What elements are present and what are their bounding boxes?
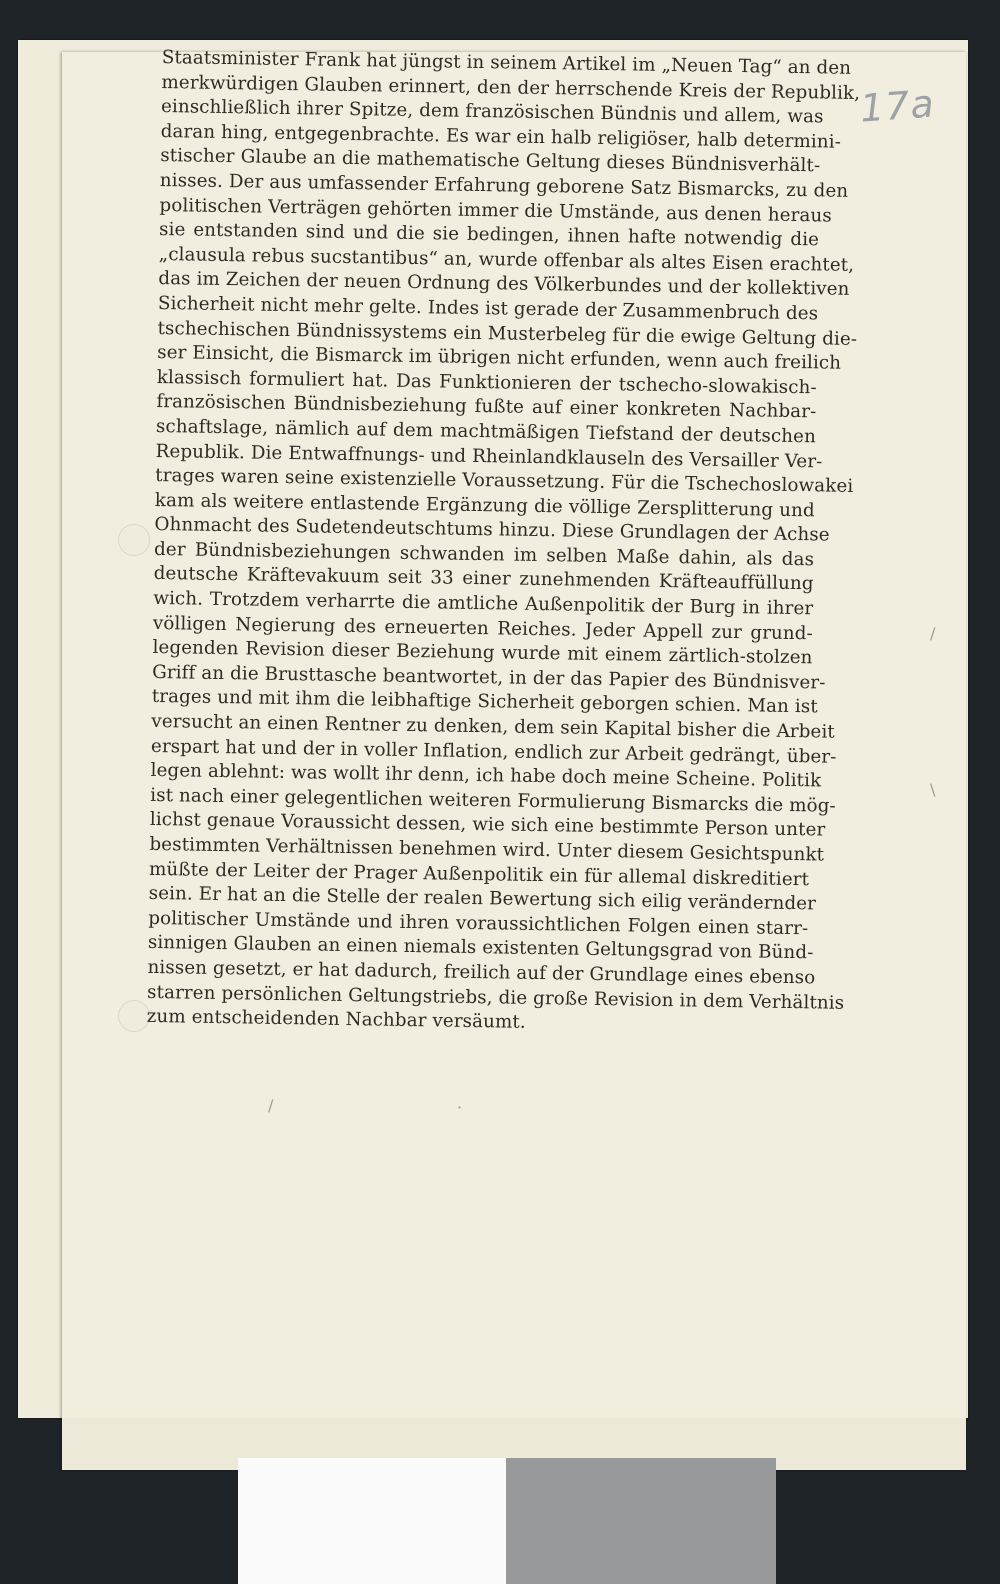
text-line: kam als weitere entlastende Ergänzung die völlige Zersplitterung und — [154, 489, 815, 521]
text-line: daran hing, entgegenbrachte. Es war ein halb religiöser, halb determini- — [160, 120, 842, 153]
text-line: „clausula rebus sucstantibus“ an, wurde offenbar als altes Eisen erachtet, — [158, 243, 855, 276]
text-line: nisses. Der aus umfassender Erfahrung geborene Satz Bismarcks, zu den — [159, 169, 849, 202]
text-line: politischen Verträgen gehörten immer die Umstände, aus denen heraus — [159, 194, 832, 227]
text-line: nissen gesetzt, er hat dadurch, freilich auf der Grundlage eines ebenso — [147, 956, 816, 989]
text-line: Staatsminister Frank hat jüngst in seinem Artikel im „Neuen Tag“ an den — [161, 46, 852, 79]
text-line: starren persönlichen Geltungstriebs, die große Revision in dem Verhältnis — [146, 981, 845, 1014]
typescript-text — [146, 46, 861, 1040]
white-calibration-swatch — [238, 1458, 506, 1584]
text-line: deutsche Kräftevakuum seit 33 einer zunehmenden Kräfteauffüllung — [153, 563, 814, 595]
punch-hole-mark — [118, 1000, 150, 1032]
text-line: ist nach einer gelegentlichen weiteren Formulierung Bismarcks die mög- — [150, 784, 836, 817]
pencil-mark: / — [268, 1096, 274, 1115]
text-line: zum entscheidenden Nachbar versäumt. — [146, 1006, 526, 1033]
text-line: merkwürdigen Glauben erinnert, den der herrschende Kreis der Republik, — [161, 71, 861, 104]
text-line: ser Einsicht, die Bismarck im übrigen nicht erfunden, wenn auch freilich — [157, 342, 842, 374]
text-line: politischer Umstände und ihren voraussichtlichen Folgen einen starr- — [148, 907, 809, 940]
text-line: Griff an die Brusttasche beantwortet, in der das Papier des Bündnisver- — [151, 661, 826, 694]
pencil-mark: \ — [930, 780, 936, 799]
text-line: lichst genaue Voraussicht dessen, wie sich eine bestimmte Person unter — [149, 809, 826, 841]
grey-calibration-swatch — [506, 1458, 776, 1584]
text-line: erspart hat und der in voller Inflation, endlich zur Arbeit gedrängt, über- — [150, 735, 837, 768]
text-line: sinnigen Glauben an einen niemals existenten Geltungsgrad von Bünd- — [147, 932, 814, 964]
punch-hole-mark — [118, 524, 150, 556]
text-line: französischen Bündnisbeziehung fußte auf einer konkreten Nachbar- — [156, 391, 817, 423]
text-line: bestimmten Verhältnissen benehmen wird. Unter diesem Gesichtspunkt — [149, 833, 825, 866]
text-line: legenden Revision dieser Beziehung wurde mit einem zärtlich-stolzen — [152, 637, 813, 669]
text-line: völligen Negierung des erneuerten Reiches. Jeder Appell zur grund- — [152, 612, 814, 644]
text-line: Republik. Die Entwaffnungs- und Rheinlandklauseln des Versailler Ver- — [155, 440, 823, 472]
text-line: klassisch formuliert hat. Das Funktionieren der tschecho-slowakisch- — [156, 366, 817, 399]
text-line: trages und mit ihm die leibhaftige Sicherheit geborgen schien. Man ist — [151, 686, 818, 718]
text-line: sein. Er hat an die Stelle der realen Bewertung sich eilig verändernder — [148, 883, 817, 915]
text-line: tschechischen Bündnissystems ein Musterbeleg für die ewige Geltung die- — [157, 317, 858, 350]
text-line: müßte der Leiter der Prager Außenpolitik ein für allemal diskreditiert — [148, 858, 810, 890]
text-line: schaftslage, nämlich auf dem machtmäßigen Tiefstand der deutschen — [155, 415, 817, 448]
text-line: der Bündnisbeziehungen schwanden im selben Maße dahin, als das — [153, 538, 815, 571]
text-line: Ohnmacht des Sudetendeutschtums hinzu. Diese Grundlagen der Achse — [154, 514, 830, 546]
text-line: sie entstanden sind und die sie bedingen, ihnen hafte notwendig die — [158, 219, 820, 251]
text-line: versucht an einen Rentner zu denken, dem sein Kapital bisher die Arbeit — [151, 710, 835, 743]
pencil-mark: / — [930, 624, 936, 643]
text-line: das im Zeichen der neuen Ordnung des Völkerbundes und der kollektiven — [158, 268, 850, 301]
handwritten-page-number: 17a — [858, 81, 937, 131]
text-line: wich. Trotzdem verharrte die amtliche Außenpolitik der Burg in ihrer — [153, 587, 814, 620]
text-line: trages waren seine existenzielle Voraussetzung. Für die Tschechoslowakei — [155, 465, 854, 498]
text-line: Sicherheit nicht mehr gelte. Indes ist gerade der Zusammenbruch des — [157, 292, 819, 325]
pencil-mark: · — [457, 1098, 463, 1117]
text-line: legen ablehnt: was wollt ihr denn, ich habe doch meine Scheine. Politik — [150, 760, 822, 792]
text-line: einschließlich ihrer Spitze, dem französischen Bündnis und allem, was — [160, 96, 824, 128]
text-line: stischer Glaube an die mathematische Geltung dieses Bündnisverhält- — [160, 145, 821, 177]
